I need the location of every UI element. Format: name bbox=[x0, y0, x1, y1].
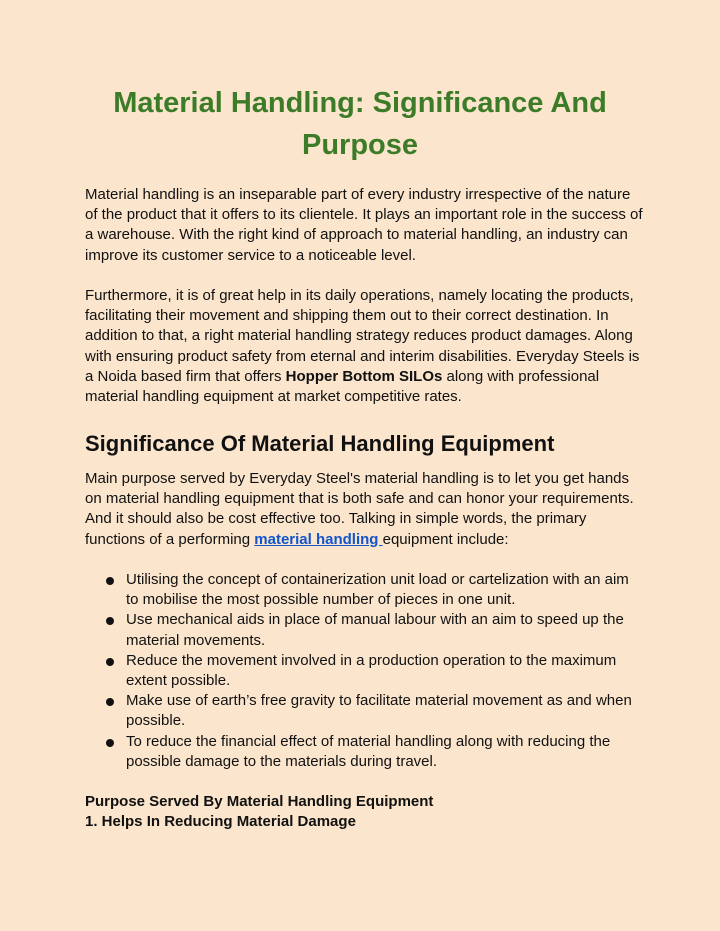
list-item bbox=[85, 691, 645, 731]
bullet-icon bbox=[106, 698, 114, 706]
list-item-text: To reduce the financial effect of material handling along with reducing the possible damage to the materials during travel. bbox=[126, 732, 611, 770]
intro-paragraph: Material handling is an inseparable part of every industry irrespective of the nature of the product that it offers to its clientele. It plays an important role in the success of a warehouse. With the right kind of approach to material handling, an industry can improve its customer service to a noticeable level. bbox=[85, 186, 643, 264]
list-item-text: Use mechanical aids in place of manual labour with an aim to speed up the material movements. bbox=[126, 611, 624, 649]
paragraph-text: Furthermore, it is of great help in its daily operations, namely locating the products, facilitating their movement and shipping them out to their correct destination. In addition to that, a right material handling strategy reduces product damages. Along with ensuring product safety from eternal and interim disabilities. Everyday Steels is a Noida based firm that offers bbox=[85, 287, 640, 385]
second-paragraph bbox=[85, 286, 645, 407]
list-item bbox=[85, 651, 645, 691]
bullet-icon bbox=[106, 658, 114, 666]
product-highlight: Hopper Bottom SILOs bbox=[285, 367, 443, 385]
list-item-text: Make use of earth’s free gravity to facilitate material movement as and when possible. bbox=[126, 692, 632, 730]
section-paragraph bbox=[85, 469, 645, 550]
subheading-purpose: Purpose Served By Material Handling Equipment bbox=[85, 793, 434, 810]
paragraph-text: equipment include: bbox=[382, 530, 509, 548]
subheading-reducing-damage: 1. Helps In Reducing Material Damage bbox=[85, 813, 356, 830]
list-item bbox=[85, 610, 645, 650]
bullet-icon bbox=[106, 617, 114, 625]
functions-list bbox=[85, 570, 645, 772]
material-handling-link[interactable]: material handling bbox=[254, 530, 383, 548]
page-title: Material Handling: Significance And Purpose bbox=[113, 87, 607, 161]
bullet-icon bbox=[106, 577, 114, 585]
paragraph-text: along with professional material handling equipment at market competitive rates. bbox=[85, 367, 600, 406]
list-item-text: Reduce the movement involved in a production operation to the maximum extent possible. bbox=[126, 651, 617, 690]
list-item-text: Utilising the concept of containerization unit load or cartelization with an aim to mobilise the most possible number of pieces in one unit. bbox=[126, 571, 629, 609]
bullet-icon bbox=[106, 739, 114, 747]
section-heading: Significance Of Material Handling Equipment bbox=[85, 431, 555, 456]
paragraph-text: Main purpose served by Everyday Steel's material handling is to let you get hands on material handling equipment that is both safe and can honor your requirements. And it should also be cost effective too. Talking in simple words, the primary functions of a performing bbox=[85, 470, 634, 548]
list-item bbox=[85, 570, 645, 610]
list-item bbox=[85, 732, 645, 772]
